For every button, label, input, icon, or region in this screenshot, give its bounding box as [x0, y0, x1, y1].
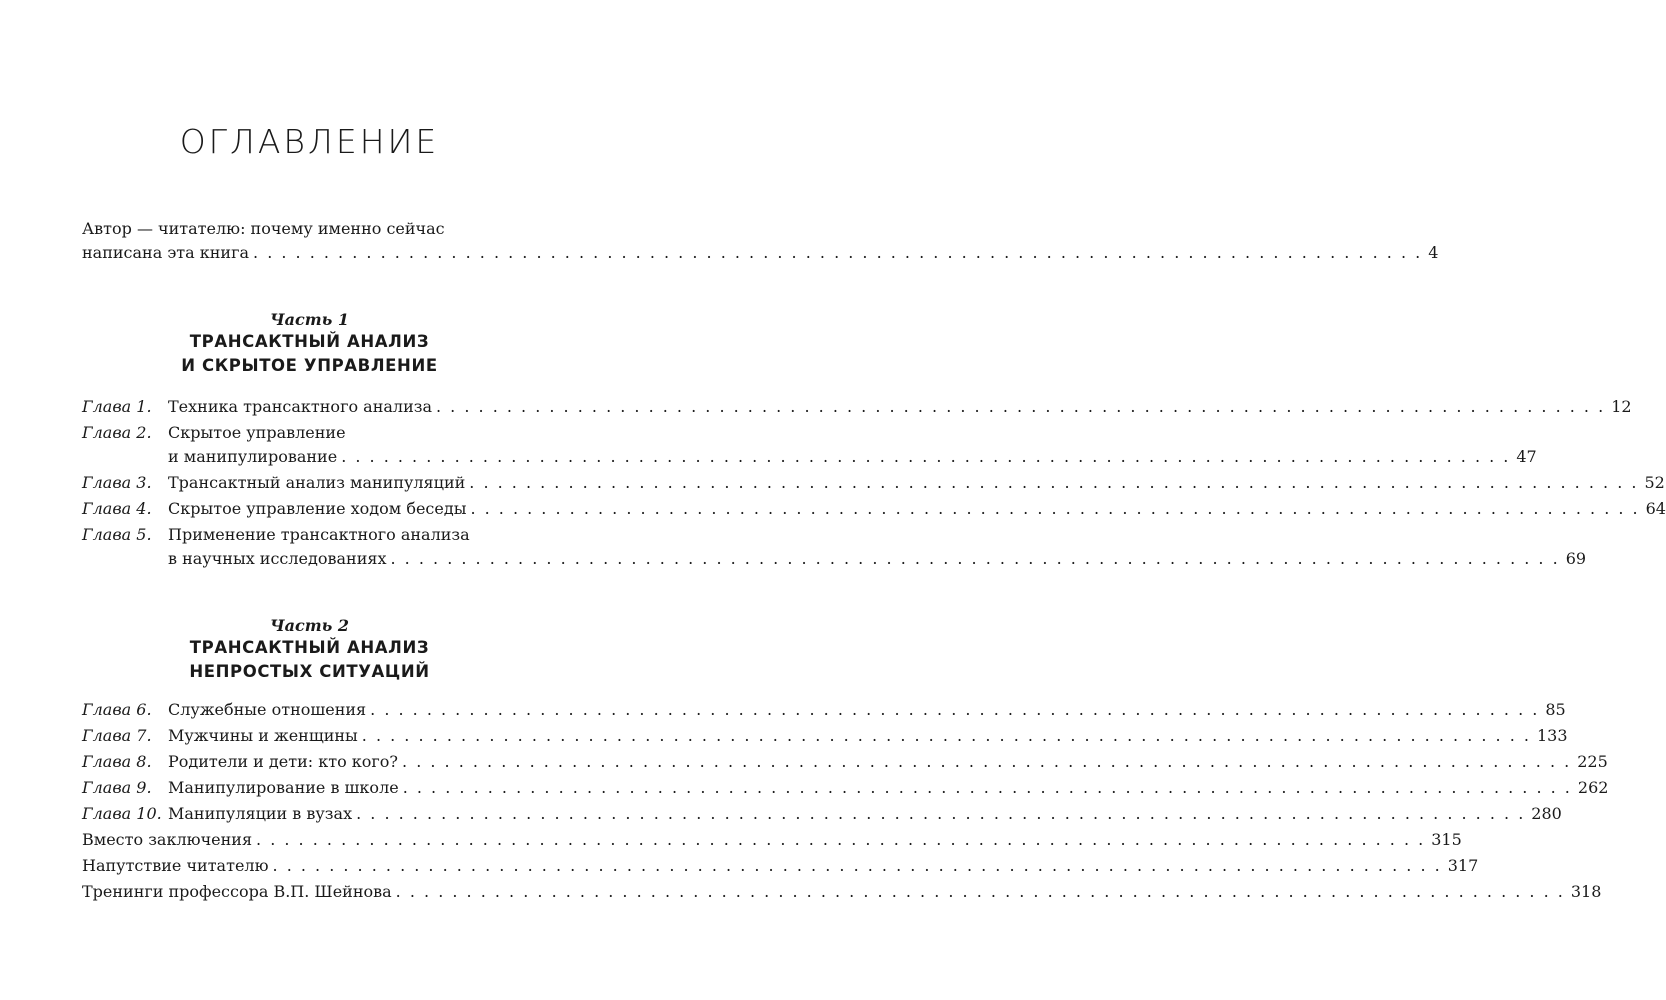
chapter-title: Манипуляции в вузах: [168, 804, 353, 823]
dot-leader: [403, 776, 1572, 800]
chapter-title: Служебные отношения: [168, 700, 367, 719]
toc-entry[interactable]: [82, 698, 1566, 722]
chapter-number: Глава 3.: [82, 473, 152, 492]
chapter-title: Скрытое управление ходом беседы: [168, 499, 467, 518]
chapter-title-cont: в научных исследованиях: [168, 549, 387, 568]
dot-leader: [256, 828, 1425, 852]
part-label: Часть 1: [270, 310, 349, 329]
toc-entry[interactable]: [82, 395, 1632, 419]
part-title-line-2: НЕПРОСТЫХ СИТУАЦИЙ: [189, 662, 430, 681]
chapter-title: Мужчины и женщины: [168, 726, 358, 745]
page-number: 85: [1545, 700, 1566, 719]
toc-entry[interactable]: [82, 421, 1537, 469]
chapter-number: Глава 5.: [82, 525, 152, 544]
section-title: Напутствие читателю: [82, 856, 269, 875]
dot-leader: [253, 241, 1422, 265]
chapter-title-cont: и манипулирование: [168, 447, 338, 466]
chapter-number: Глава 8.: [82, 752, 152, 771]
chapter-number: Глава 9.: [82, 778, 152, 797]
toc-entry[interactable]: [82, 724, 1568, 748]
page-number: 317: [1447, 856, 1479, 875]
chapter-number: Глава 7.: [82, 726, 152, 745]
chapter-title: Манипулирование в школе: [168, 778, 399, 797]
dot-leader: [356, 802, 1525, 826]
part-2-chapter-list: [82, 698, 1609, 906]
chapter-title: Трансактный анализ манипуляций: [168, 473, 466, 492]
chapter-title: Скрытое управление: [168, 423, 346, 442]
page-number: 52: [1644, 473, 1665, 492]
page-number: 318: [1570, 882, 1602, 901]
part-1-heading: [0, 310, 619, 378]
dot-leader: [362, 724, 1531, 748]
page-number: 225: [1577, 752, 1608, 771]
toc-entry[interactable]: [82, 750, 1608, 774]
part-title-line-1: ТРАНСАКТНЫЙ АНАЛИЗ: [189, 638, 430, 657]
chapter-number: Глава 1.: [82, 397, 152, 416]
intro-line-1: Автор — читателю: почему именно сейчас: [82, 219, 445, 238]
page-number: 69: [1565, 549, 1587, 568]
part-title-line-2: И СКРЫТОЕ УПРАВЛЕНИЕ: [181, 356, 438, 375]
chapter-number: Глава 10.: [82, 804, 162, 823]
dot-leader: [370, 698, 1539, 722]
toc-entry[interactable]: [82, 802, 1562, 826]
chapter-number: Глава 4.: [82, 499, 152, 518]
chapter-number: Глава 6.: [82, 700, 152, 719]
page-number: 4: [1428, 243, 1439, 262]
intro-line-2: написана эта книга: [82, 243, 250, 262]
dot-leader: [436, 395, 1605, 419]
page-number: 262: [1577, 778, 1609, 797]
part-title-line-1: ТРАНСАКТНЫЙ АНАЛИЗ: [189, 332, 430, 351]
section-title: Тренинги профессора В.П. Шейнова: [82, 882, 392, 901]
intro-entry[interactable]: [82, 217, 1439, 265]
page-number: 47: [1516, 447, 1537, 466]
dot-leader: [391, 547, 1560, 571]
page-number: 64: [1645, 499, 1666, 518]
part-label: Часть 2: [270, 616, 349, 635]
toc-entry[interactable]: [82, 776, 1609, 800]
dot-leader: [273, 854, 1442, 878]
toc-entry-farewell[interactable]: [82, 854, 1479, 878]
dot-leader: [402, 750, 1571, 774]
toc-entry[interactable]: [82, 523, 1587, 571]
part-1-chapter-list: [82, 395, 1666, 573]
page-title: ОГЛАВЛЕНИЕ: [179, 122, 440, 161]
toc-entry-trainings[interactable]: [82, 880, 1602, 904]
dot-leader: [470, 497, 1639, 521]
chapter-title: Техника трансактного анализа: [168, 397, 432, 416]
chapter-number: Глава 2.: [82, 423, 152, 442]
dot-leader: [469, 471, 1638, 495]
toc-entry[interactable]: [82, 471, 1665, 495]
page-number: 280: [1531, 804, 1562, 823]
page-number: 12: [1611, 397, 1632, 416]
dot-leader: [396, 880, 1565, 904]
dot-leader: [341, 445, 1510, 469]
part-2-heading: [0, 616, 619, 684]
section-title: Вместо заключения: [82, 830, 253, 849]
page-number: 315: [1431, 830, 1462, 849]
chapter-title: Родители и дети: кто кого?: [168, 752, 399, 771]
toc-entry-closing[interactable]: [82, 828, 1462, 852]
toc-entry[interactable]: [82, 497, 1666, 521]
chapter-title: Применение трансактного анализа: [168, 525, 470, 544]
page-number: 133: [1536, 726, 1568, 745]
